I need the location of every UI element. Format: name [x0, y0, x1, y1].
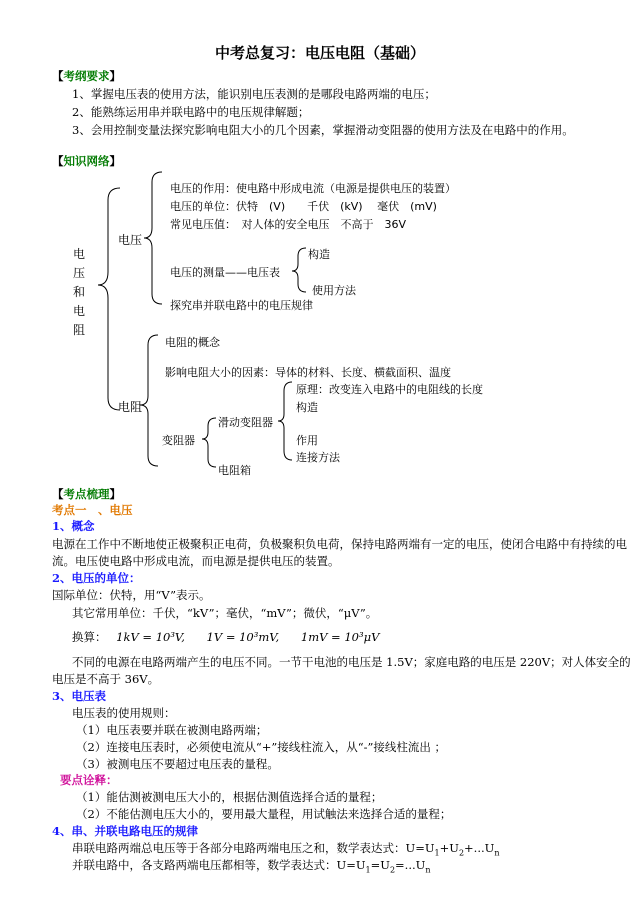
tree-resistance-item: 电阻的概念: [165, 336, 220, 349]
tree-slide-sub: 连接方法: [296, 451, 340, 464]
concept-line: 流。电压使电路中形成电流，而电源是提供电压的装置。: [52, 554, 340, 568]
tree-root-label: 电压和电阻: [72, 247, 85, 337]
tree-voltage-item: 常见电压值： 对人体的安全电压 不高于 36V: [170, 218, 407, 231]
voltmeter-intro: 电压表的使用规则：: [72, 706, 176, 720]
parallel-law-line: 并联电路中，各支路两端电压都相等，数学表达式：$U=U_1=U_2=...U_n$: [72, 858, 431, 875]
tree-measure-sub: 使用方法: [312, 284, 356, 297]
zhishi-heading: 【知识网络】: [52, 154, 121, 168]
conversion-row: [72, 629, 379, 645]
section-concept-title: 1、概念: [52, 519, 95, 533]
tree-slide-rheostat: 滑动变阻器: [218, 416, 273, 429]
kaodian-heading: 【考点梳理】: [52, 487, 121, 501]
kaogang-heading: 【考纲要求】: [52, 69, 121, 83]
tree-voltage-item: 电压的单位：伏特 (V) 千伏 (kV) 毫伏 (mV): [170, 200, 437, 213]
tree-voltage-item: 电压的测量——电压表: [170, 266, 280, 279]
conversion-label: 换算：: [72, 630, 107, 644]
conversion-formula: 1mV = 10³μV: [300, 630, 380, 644]
key-point-item: （1）能估测被测电压大小的，根据估测值选择合适的量程；: [76, 790, 383, 804]
voltmeter-rule: （2）连接电压表时，必须使电流从“+”接线柱流入，从“-”接线柱流出 ；: [76, 740, 447, 754]
key-points-title: 要点诠释：: [60, 773, 118, 787]
section-voltmeter-title: 3、电压表: [52, 689, 107, 703]
unit-line: 国际单位：伏特，用“V”表示。: [52, 588, 211, 602]
tree-slide-sub: 构造: [296, 401, 318, 414]
tree-resistance-box: 电阻箱: [218, 464, 251, 477]
conversion-formula: 1kV = 10³V,: [116, 630, 185, 644]
kaogang-item: 1、掌握电压表的使用方法，能识别电压表测的是哪段电路两端的电压；: [72, 87, 436, 101]
voltmeter-rule: （3）被测电压不要超过电压表的量程。: [76, 757, 279, 771]
unit-line: 其它常用单位：千伏，“kV”；毫伏，“mV”；微伏，“μV”。: [72, 606, 378, 620]
key-point-item: （2）不能估测电压大小的，要用最大量程，用试触法来选择合适的量程；: [76, 807, 452, 821]
concept-line: 电源在工作中不断地使正极聚积正电荷，负极聚积负电荷，保持电路两端有一定的电压，使闭合电路中有持续的电: [52, 537, 627, 551]
series-law-line: 串联电路两端总电压等于各部分电路两端电压之和，数学表达式：$U=U_1+U_2+...U_n$: [72, 841, 500, 858]
tree-voltage-item: 探究串并联电路中的电压规律: [170, 299, 313, 312]
unit-note-line: 电压是不高于 36V。: [52, 672, 160, 686]
voltmeter-rule: （1）电压表要并联在被测电路两端；: [76, 723, 268, 737]
tree-resistance-item: 影响电阻大小的因素：导体的材料、长度、横截面积、温度: [165, 366, 451, 379]
kaogang-item: 2、能熟练运用串并联电路中的电压规律解题；: [72, 105, 310, 119]
point-one-title: 考点一 、电压: [52, 503, 133, 517]
unit-note-line: 不同的电源在电路两端产生的电压不同。一节干电池的电压是 1.5V；家庭电路的电压是 220V；对人体安全的: [72, 655, 631, 669]
tree-measure-sub: 构造: [308, 248, 330, 261]
kaogang-item: 3、会用控制变量法探究影响电阻大小的几个因素，掌握滑动变阻器的使用方法及在电路中的作用。: [72, 123, 574, 137]
section-law-title: 4、串、并联电路电压的规律: [52, 824, 199, 838]
conversion-formula: 1V = 10³mV,: [206, 630, 280, 644]
tree-slide-sub: 作用: [296, 434, 318, 447]
section-unit-title: 2、电压的单位：: [52, 571, 141, 585]
tree-resistance-label: 电阻: [118, 400, 143, 414]
tree-voltage-label: 电压: [118, 233, 143, 247]
tree-voltage-item: 电压的作用：使电路中形成电流（电源是提供电压的装置）: [170, 182, 456, 195]
tree-slide-sub: 原理：改变连入电路中的电阻线的长度: [296, 383, 483, 396]
page-title: 中考总复习：电压电阻（基础）: [214, 44, 425, 62]
tree-rheostat-label: 变阻器: [162, 434, 195, 447]
